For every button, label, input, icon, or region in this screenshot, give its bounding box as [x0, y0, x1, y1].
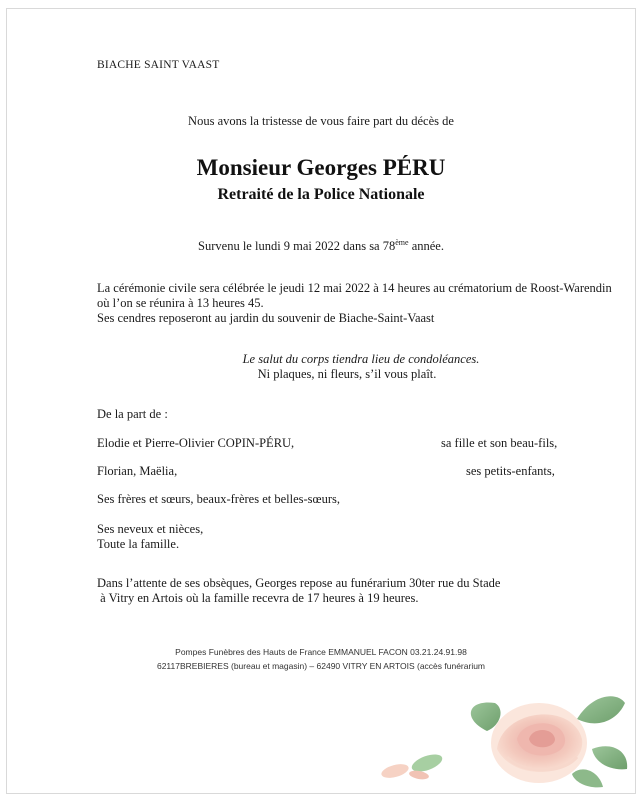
- ceremony-paragraph: [97, 281, 612, 326]
- family-names: Toute la famille.: [97, 537, 180, 551]
- family-names: Ses neveux et nièces,: [97, 522, 204, 536]
- footer-line: Pompes Funèbres des Hauts de France EMMANUEL FACON 03.21.24.91.98: [175, 647, 467, 657]
- family-names: Florian, Maëlia,: [97, 464, 178, 478]
- death-date-text: Survenu le lundi 9 mai 2022 dans sa 78: [198, 239, 396, 253]
- death-date-end: année.: [408, 239, 444, 253]
- town-name: BIACHE SAINT VAAST: [97, 59, 220, 71]
- funeral-home-line: Dans l’attente de ses obsèques, Georges repose au funérarium 30ter rue du Stade: [97, 576, 501, 590]
- condolences-line: Le salut du corps tiendra lieu de condoléances.: [242, 352, 480, 366]
- ordinal-suffix: ème: [395, 237, 409, 247]
- family-heading: De la part de :: [97, 407, 168, 421]
- family-names: Elodie et Pierre-Olivier COPIN-PÉRU,: [97, 436, 295, 450]
- death-date-line: [7, 239, 635, 254]
- funeral-home-line: à Vitry en Artois où la famille recevra de 17 heures à 19 heures.: [97, 591, 419, 605]
- family-relation: sa fille et son beau-fils,: [441, 436, 558, 450]
- funeral-director-footer: [7, 645, 635, 673]
- rose-illustration: [367, 679, 632, 793]
- ceremony-line: où l’on se réunira à 13 heures 45.: [97, 296, 264, 310]
- ceremony-line: La cérémonie civile sera célébrée le jeudi 12 mai 2022 à 14 heures au crématorium de Roost-Warendin: [97, 281, 612, 295]
- funeral-home-paragraph: [97, 576, 500, 606]
- ceremony-line: Ses cendres reposeront au jardin du souvenir de Biache-Saint-Vaast: [97, 311, 435, 325]
- family-names: Ses frères et sœurs, beaux-frères et belles-sœurs,: [97, 492, 340, 506]
- family-relation: ses petits-enfants,: [466, 464, 555, 478]
- condolences-note: [7, 352, 635, 382]
- footer-line: 62117BREBIERES (bureau et magasin) – 62490 VITRY EN ARTOIS (accès funérarium: [156, 661, 486, 671]
- deceased-title: Retraité de la Police Nationale: [217, 186, 425, 203]
- deceased-name: Monsieur Georges PÉRU: [196, 155, 446, 180]
- intro-text: Nous avons la tristesse de vous faire part du décès de: [188, 114, 454, 128]
- obituary-page: [6, 8, 636, 794]
- no-flowers-line: Ni plaques, ni fleurs, s’il vous plaît.: [257, 367, 437, 381]
